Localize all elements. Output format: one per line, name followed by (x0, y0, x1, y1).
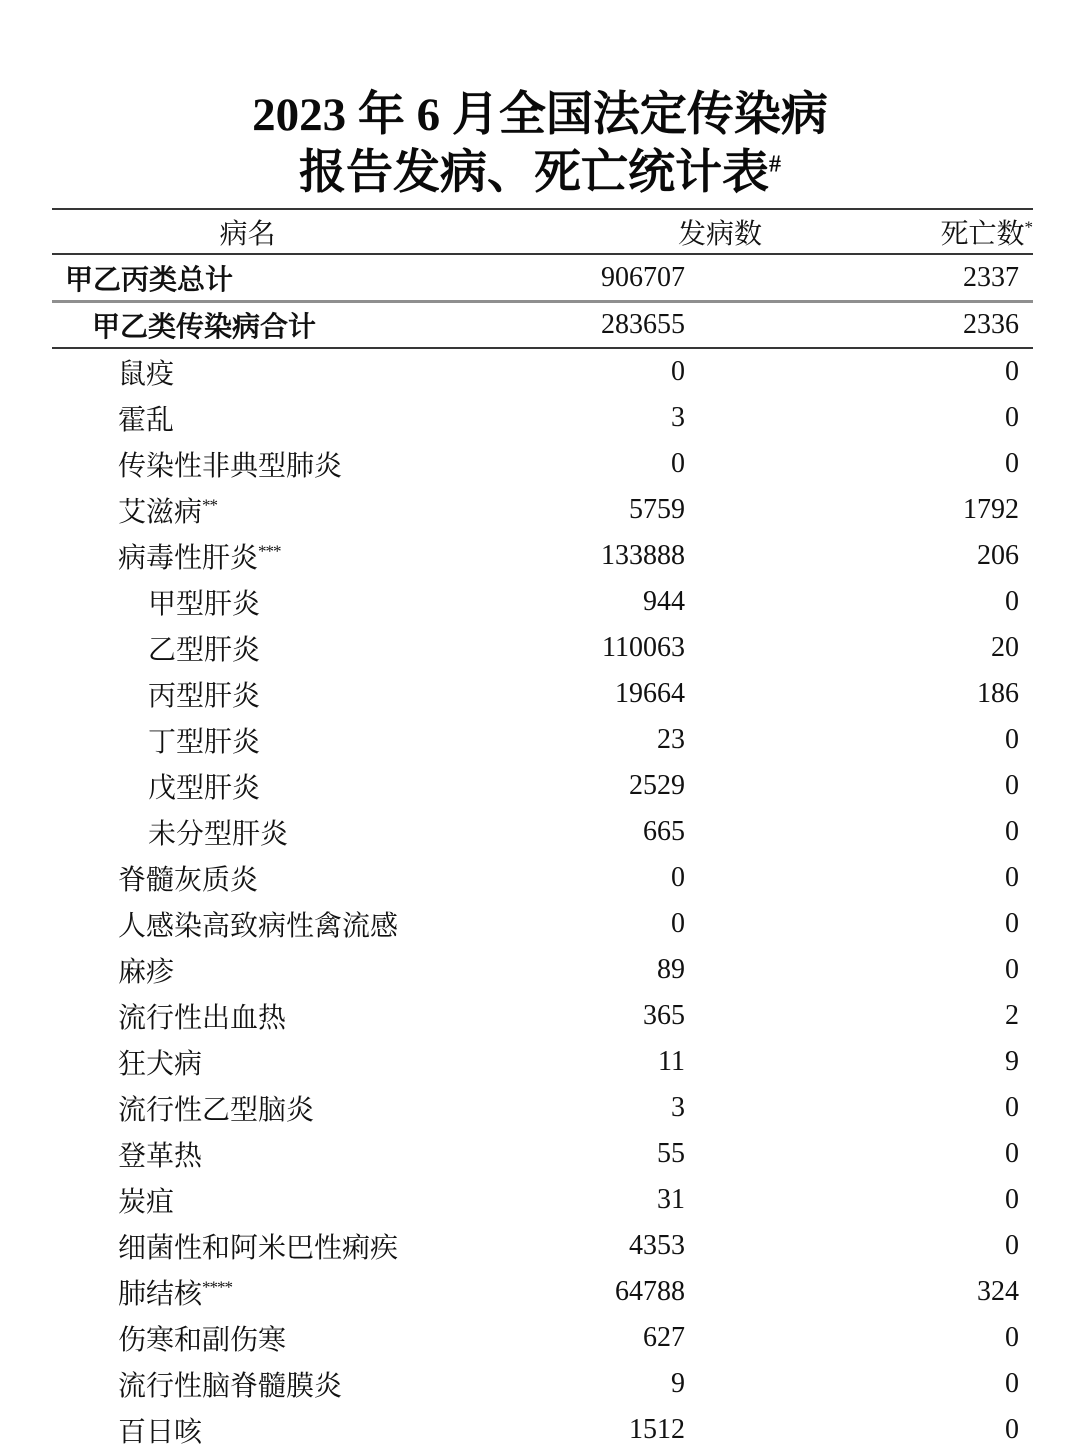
incidence-cell: 665 (643, 816, 685, 847)
table-row (52, 1085, 1033, 1131)
incidence-cell: 906707 (601, 261, 685, 293)
disease-name-cell (52, 536, 497, 576)
incidence-cell: 627 (643, 1322, 685, 1353)
table-row (52, 625, 1033, 671)
incidence-cell: 11 (658, 1046, 685, 1077)
deaths-cell: 1792 (963, 494, 1019, 525)
table-body (52, 255, 1033, 1453)
incidence-cell: 0 (671, 448, 685, 479)
incidence-cell: 365 (643, 1000, 685, 1031)
disease-name: 丁型肝炎 (148, 727, 261, 758)
table-row (52, 255, 1033, 300)
incidence-cell: 1512 (629, 1414, 685, 1445)
table-row (52, 671, 1033, 717)
deaths-cell: 0 (1005, 1322, 1019, 1353)
deaths-cell: 206 (977, 540, 1019, 571)
disease-name-cell (52, 766, 497, 806)
disease-name: 戊型肝炎 (148, 773, 261, 804)
disease-name-cell (52, 812, 497, 852)
deaths-cell: 0 (1005, 1092, 1019, 1123)
column-header-deaths (737, 212, 1033, 252)
disease-name-cell (52, 1226, 497, 1266)
disease-name: 艾滋病 (118, 497, 203, 528)
incidence-cell: 944 (643, 586, 685, 617)
disease-name: 脊髓灰质炎 (118, 865, 259, 896)
incidence-cell: 110063 (602, 632, 685, 663)
disease-name-cell (52, 858, 497, 898)
table-row (52, 1131, 1033, 1177)
disease-name-cell (52, 1410, 497, 1450)
disease-name: 流行性乙型脑炎 (118, 1095, 315, 1126)
disease-name-cell (52, 628, 497, 668)
disease-name-cell (52, 904, 497, 944)
deaths-cell: 9 (1005, 1046, 1019, 1077)
disease-name: 流行性脑脊髓膜炎 (118, 1371, 343, 1402)
table-row (52, 1315, 1033, 1361)
disease-name: 麻疹 (118, 957, 175, 988)
deaths-cell: 0 (1005, 1184, 1019, 1215)
column-header-disease: 病名 (219, 218, 276, 250)
disease-name-cell (52, 258, 497, 298)
disease-name: 流行性出血热 (118, 1003, 287, 1034)
table-row (52, 349, 1033, 395)
deaths-cell: 20 (991, 632, 1019, 663)
disease-name: 霍乱 (118, 405, 175, 436)
column-header-deaths-text: 死亡数 (940, 218, 1025, 250)
incidence-cell: 0 (671, 862, 685, 893)
table-row (52, 1223, 1033, 1269)
disease-name: 甲乙丙类总计 (65, 264, 234, 296)
deaths-cell: 0 (1005, 402, 1019, 433)
table-row (52, 441, 1033, 487)
incidence-cell: 0 (671, 356, 685, 387)
table-row (52, 395, 1033, 441)
deaths-cell: 2337 (963, 261, 1019, 293)
deaths-cell: 0 (1005, 1368, 1019, 1399)
deaths-cell: 2336 (963, 309, 1019, 340)
title-footnote-marker: # (769, 151, 781, 178)
incidence-cell: 0 (671, 908, 685, 939)
incidence-cell: 3 (671, 402, 685, 433)
column-header-incidence: 发病数 (677, 218, 762, 250)
disease-name-cell (52, 444, 497, 484)
disease-name-cell (52, 1180, 497, 1220)
disease-name-cell (52, 305, 497, 345)
footnote-marker: **** (202, 1277, 233, 1297)
incidence-cell: 3 (671, 1092, 685, 1123)
disease-name-cell (52, 720, 497, 760)
deaths-cell: 0 (1005, 1230, 1019, 1261)
disease-name-cell (52, 1134, 497, 1174)
table-row (52, 855, 1033, 901)
statistics-table (52, 208, 1033, 1453)
disease-name: 鼠疫 (118, 359, 175, 390)
disease-name-cell (52, 674, 497, 714)
incidence-cell: 55 (657, 1138, 685, 1169)
page-title-line1: 2023 年 6 月全国法定传染病 (252, 89, 828, 141)
disease-name: 肺结核 (118, 1279, 203, 1310)
table-row (52, 303, 1033, 347)
incidence-cell: 89 (657, 954, 685, 985)
table-row (52, 717, 1033, 763)
disease-name-cell (52, 1042, 497, 1082)
deaths-cell: 186 (977, 678, 1019, 709)
deaths-cell: 0 (1005, 816, 1019, 847)
footnote-marker: *** (258, 541, 281, 561)
table-row (52, 763, 1033, 809)
table-row (52, 579, 1033, 625)
table-row (52, 1407, 1033, 1453)
table-row (52, 533, 1033, 579)
disease-name: 炭疽 (118, 1187, 175, 1218)
page-title-line2-text: 报告发病、死亡统计表 (299, 147, 769, 199)
incidence-cell: 5759 (629, 494, 685, 525)
disease-name: 人感染高致病性禽流感 (118, 911, 399, 942)
disease-name-cell (52, 1088, 497, 1128)
deaths-cell: 0 (1005, 908, 1019, 939)
table-row (52, 1177, 1033, 1223)
deaths-footnote-marker: * (1024, 217, 1032, 237)
disease-name: 甲乙类传染病合计 (92, 312, 317, 343)
deaths-cell: 2 (1005, 1000, 1019, 1031)
deaths-cell: 0 (1005, 1138, 1019, 1169)
disease-name: 未分型肝炎 (148, 819, 289, 850)
table-row (52, 487, 1033, 533)
table-row (52, 1269, 1033, 1315)
disease-name-cell (52, 996, 497, 1036)
disease-name-cell (52, 352, 497, 392)
deaths-cell: 324 (977, 1276, 1019, 1307)
table-row (52, 809, 1033, 855)
disease-name: 病毒性肝炎 (118, 543, 259, 574)
table-row (52, 947, 1033, 993)
disease-name-cell (52, 1272, 497, 1312)
disease-name: 伤寒和副伤寒 (118, 1325, 287, 1356)
incidence-cell: 23 (657, 724, 685, 755)
deaths-cell: 0 (1005, 1414, 1019, 1445)
disease-name-cell (52, 490, 497, 530)
table-row (52, 1039, 1033, 1085)
disease-name-cell (52, 582, 497, 622)
table-row (52, 993, 1033, 1039)
table-row (52, 901, 1033, 947)
disease-name: 丙型肝炎 (148, 681, 261, 712)
disease-name-cell (52, 1364, 497, 1404)
disease-name-cell (52, 1318, 497, 1358)
deaths-cell: 0 (1005, 356, 1019, 387)
disease-name: 狂犬病 (118, 1049, 203, 1080)
deaths-cell: 0 (1005, 724, 1019, 755)
deaths-cell: 0 (1005, 770, 1019, 801)
disease-name: 细菌性和阿米巴性痢疾 (118, 1233, 399, 1264)
page-title (0, 0, 1080, 202)
disease-name: 传染性非典型肺炎 (118, 451, 343, 482)
disease-name: 乙型肝炎 (148, 635, 261, 666)
footnote-marker: ** (202, 495, 218, 515)
incidence-cell: 2529 (629, 770, 685, 801)
disease-name: 甲型肝炎 (148, 589, 261, 620)
disease-name: 百日咳 (118, 1417, 203, 1448)
deaths-cell: 0 (1005, 448, 1019, 479)
incidence-cell: 4353 (629, 1230, 685, 1261)
deaths-cell: 0 (1005, 862, 1019, 893)
page-title-line2 (0, 144, 1080, 202)
table-row (52, 1361, 1033, 1407)
disease-name: 登革热 (118, 1141, 203, 1172)
table-header-row (52, 210, 1033, 253)
incidence-cell: 9 (671, 1368, 685, 1399)
disease-name-cell (52, 950, 497, 990)
deaths-cell: 0 (1005, 954, 1019, 985)
incidence-cell: 64788 (615, 1276, 685, 1307)
incidence-cell: 283655 (601, 309, 685, 340)
incidence-cell: 31 (657, 1184, 685, 1215)
disease-name-cell (52, 398, 497, 438)
incidence-cell: 19664 (615, 678, 685, 709)
incidence-cell: 133888 (601, 540, 685, 571)
deaths-cell: 0 (1005, 586, 1019, 617)
